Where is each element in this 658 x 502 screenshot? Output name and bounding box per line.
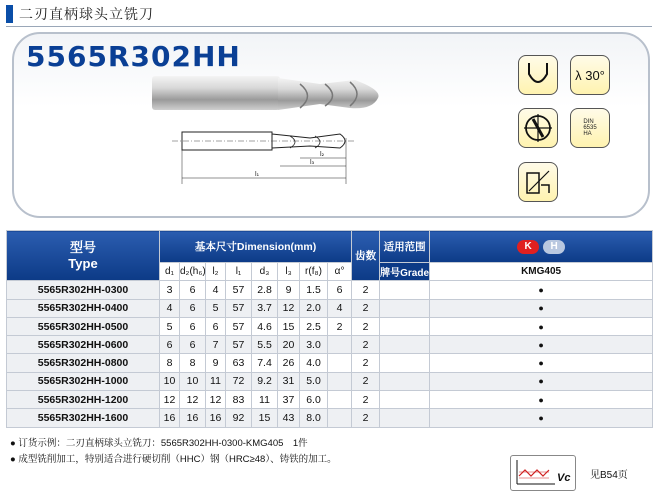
table-row — [7, 409, 653, 427]
grade-availability-cell: ● — [430, 354, 653, 372]
cell-d1: 3 — [160, 281, 180, 299]
cell-a: 2 — [328, 317, 352, 335]
cell-d3: 9.2 — [252, 372, 278, 390]
col-header-d3: d₃ — [252, 263, 278, 281]
cutting-speed-reference — [510, 455, 576, 491]
cell-d1: 12 — [160, 391, 180, 409]
product-type-cell: 5565R302HH-1600 — [7, 409, 160, 427]
cell-d3: 5.5 — [252, 336, 278, 354]
cell-l2: 16 — [206, 409, 226, 427]
order-example-note: ● 订货示例：二刃直柄球头立铣刀：5565R302HH-0300-KMG405 1件 — [10, 438, 308, 449]
cell-blank — [380, 409, 430, 427]
cell-l1: 92 — [226, 409, 252, 427]
col-header-l2: l₂ — [206, 263, 226, 281]
cell-r: 8.0 — [300, 409, 328, 427]
col-header-d2: d₂(h₆) — [180, 263, 206, 281]
grade-availability-cell: ● — [430, 372, 653, 390]
page-title: 二刃直柄球头立铣刀 — [19, 6, 154, 22]
cell-d2: 10 — [180, 372, 206, 390]
product-type-cell: 5565R302HH-0300 — [7, 281, 160, 299]
dimension-header: 基本尺寸Dimension(mm) — [160, 231, 352, 263]
col-header-l1: l₁ — [226, 263, 252, 281]
grade-availability-cell: ● — [430, 281, 653, 299]
application-note: ● 成型铣削加工，特别适合进行硬切削（HHC）钢（HRC≥48）、铸铁的加工。 — [10, 454, 337, 465]
table-row — [7, 336, 653, 354]
notes — [10, 436, 337, 468]
cell-l2: 9 — [206, 354, 226, 372]
cell-l3: 31 — [278, 372, 300, 390]
table-row — [7, 354, 653, 372]
cell-teeth: 2 — [352, 391, 380, 409]
cell-d1: 8 — [160, 354, 180, 372]
col-header-d1: d₁ — [160, 263, 180, 281]
grade-availability-cell: ● — [430, 391, 653, 409]
cell-d3: 11 — [252, 391, 278, 409]
cell-l3: 43 — [278, 409, 300, 427]
cell-d2: 6 — [180, 299, 206, 317]
table-row — [7, 372, 653, 390]
cell-l2: 5 — [206, 299, 226, 317]
header-accent-bar — [6, 5, 13, 23]
material-badges — [430, 231, 653, 263]
vc-label: Vc — [557, 472, 571, 484]
cell-d3: 2.8 — [252, 281, 278, 299]
cell-r: 2.5 — [300, 317, 328, 335]
cell-a — [328, 354, 352, 372]
cell-blank — [380, 354, 430, 372]
cell-teeth: 2 — [352, 372, 380, 390]
cell-l3: 26 — [278, 354, 300, 372]
cell-blank — [380, 391, 430, 409]
cell-a: 6 — [328, 281, 352, 299]
cell-teeth: 2 — [352, 336, 380, 354]
tool-photo — [150, 70, 390, 120]
cell-d1: 4 — [160, 299, 180, 317]
section-header — [6, 4, 154, 24]
svg-text:l₁: l₁ — [255, 171, 260, 178]
cell-d1: 5 — [160, 317, 180, 335]
grade-availability-cell: ● — [430, 317, 653, 335]
product-type-cell: 5565R302HH-0800 — [7, 354, 160, 372]
din-standard-icon — [570, 108, 610, 148]
product-type-cell: 5565R302HH-0400 — [7, 299, 160, 317]
cell-l1: 72 — [226, 372, 252, 390]
cell-teeth: 2 — [352, 354, 380, 372]
cell-a — [328, 372, 352, 390]
col-header-l3: l₃ — [278, 263, 300, 281]
center-cutting-icon — [518, 108, 558, 148]
header-divider — [6, 26, 652, 27]
cell-l1: 57 — [226, 336, 252, 354]
cell-d3: 4.6 — [252, 317, 278, 335]
grade-availability-cell: ● — [430, 299, 653, 317]
material-h-badge: H — [543, 240, 565, 254]
teeth-header: 齿数 — [352, 231, 380, 281]
cell-l2: 7 — [206, 336, 226, 354]
din-label: DIN 6535 HA — [583, 119, 597, 137]
cell-l3: 37 — [278, 391, 300, 409]
cell-d3: 3.7 — [252, 299, 278, 317]
cell-d3: 7.4 — [252, 354, 278, 372]
page-reference: 见B54页 — [590, 470, 628, 481]
cell-teeth: 2 — [352, 317, 380, 335]
table-row — [7, 391, 653, 409]
cell-l1: 57 — [226, 299, 252, 317]
material-k-badge: K — [517, 240, 539, 254]
cell-a — [328, 409, 352, 427]
cell-r: 6.0 — [300, 391, 328, 409]
cell-l1: 63 — [226, 354, 252, 372]
product-code: 5565R302HH — [26, 40, 241, 73]
cell-teeth: 2 — [352, 299, 380, 317]
product-type-cell: 5565R302HH-1200 — [7, 391, 160, 409]
cell-blank — [380, 372, 430, 390]
product-type-cell: 5565R302HH-0600 — [7, 336, 160, 354]
col-header-r: r(f₈) — [300, 263, 328, 281]
cell-blank — [380, 317, 430, 335]
cell-a — [328, 391, 352, 409]
grade-availability-cell: ● — [430, 336, 653, 354]
cell-l3: 15 — [278, 317, 300, 335]
cell-l1: 57 — [226, 317, 252, 335]
cell-l2: 12 — [206, 391, 226, 409]
cell-r: 2.0 — [300, 299, 328, 317]
cell-l1: 83 — [226, 391, 252, 409]
cell-d2: 6 — [180, 281, 206, 299]
cell-l1: 57 — [226, 281, 252, 299]
range-header: 适用范围 — [380, 231, 430, 263]
grade-header: 牌号Grade — [380, 263, 430, 281]
table-row — [7, 317, 653, 335]
product-type-cell: 5565R302HH-1000 — [7, 372, 160, 390]
cell-teeth: 2 — [352, 281, 380, 299]
milling-direction-icon — [518, 162, 558, 202]
cell-d2: 6 — [180, 336, 206, 354]
cell-l3: 20 — [278, 336, 300, 354]
table-row — [7, 299, 653, 317]
helix-angle-icon: λ 30° — [570, 55, 610, 95]
cell-r: 4.0 — [300, 354, 328, 372]
cell-blank — [380, 299, 430, 317]
cell-r: 3.0 — [300, 336, 328, 354]
table-row — [7, 281, 653, 299]
cell-l3: 9 — [278, 281, 300, 299]
col-header-alpha: α° — [328, 263, 352, 281]
cell-d2: 8 — [180, 354, 206, 372]
dimension-drawing — [160, 118, 360, 198]
type-header: 型号 Type — [7, 231, 160, 281]
cell-l2: 6 — [206, 317, 226, 335]
cell-blank — [380, 336, 430, 354]
cell-d3: 15 — [252, 409, 278, 427]
ball-end-icon — [518, 55, 558, 95]
cell-l2: 11 — [206, 372, 226, 390]
cell-d2: 6 — [180, 317, 206, 335]
cell-r: 5.0 — [300, 372, 328, 390]
cell-d1: 6 — [160, 336, 180, 354]
svg-text:l₂: l₂ — [320, 151, 325, 158]
cell-d1: 16 — [160, 409, 180, 427]
cell-l2: 4 — [206, 281, 226, 299]
grade-name: KMG405 — [430, 263, 653, 281]
cell-a: 4 — [328, 299, 352, 317]
cell-d2: 16 — [180, 409, 206, 427]
grade-availability-cell: ● — [430, 409, 653, 427]
cell-teeth: 2 — [352, 409, 380, 427]
cell-d1: 10 — [160, 372, 180, 390]
svg-text:l₃: l₃ — [310, 159, 315, 166]
spec-table — [6, 230, 652, 428]
cell-r: 1.5 — [300, 281, 328, 299]
product-type-cell: 5565R302HH-0500 — [7, 317, 160, 335]
cell-blank — [380, 281, 430, 299]
cell-a — [328, 336, 352, 354]
cell-l3: 12 — [278, 299, 300, 317]
cell-d2: 12 — [180, 391, 206, 409]
